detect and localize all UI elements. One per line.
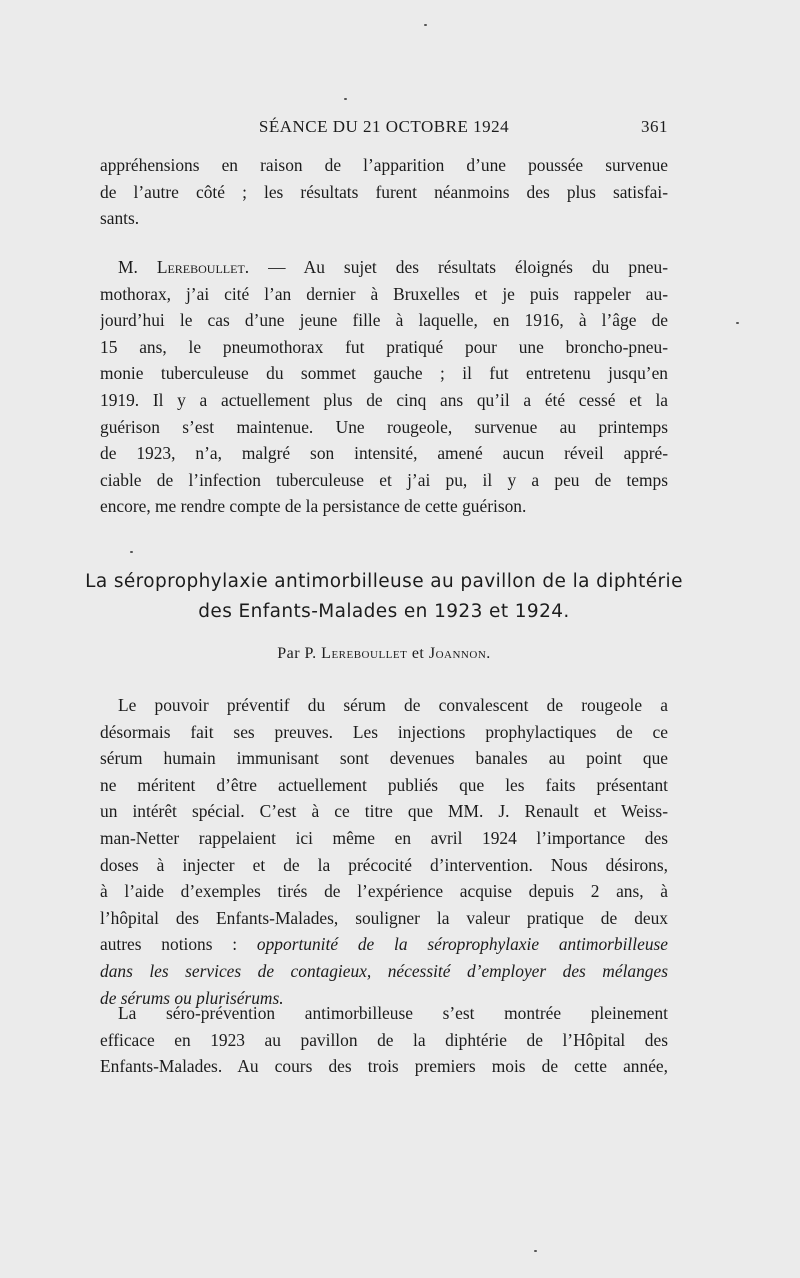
paper-speck	[130, 551, 133, 553]
text-line	[100, 958, 668, 985]
text-line: 15 ans, le pneumothorax fut pratiqué pour une broncho-pneu-	[100, 336, 668, 357]
paper-speck	[344, 98, 347, 100]
page-number: 361	[641, 117, 668, 136]
byline	[100, 645, 668, 663]
text-line: Le pouvoir préventif du sérum de convalescent de rougeole a	[118, 695, 668, 715]
article-title-line: La séroprophylaxie antimorbilleuse au pavillon de la diphtérie	[85, 571, 683, 592]
text-line: sants.	[100, 208, 140, 229]
text-line: de 1923, n’a, malgré son intensité, amené aucun réveil appré-	[100, 443, 668, 464]
text-line	[100, 254, 668, 281]
text-line: à l’aide d’exemples tirés de l’expérience acquise depuis 2 ans, à	[100, 881, 668, 902]
text-line: jourd’hui le cas d’une jeune fille à laquelle, en 1916, à l’âge de	[100, 310, 668, 331]
text-line: man-Netter rappelaient ici même en avril 1924 l’importance des	[100, 827, 668, 848]
text-line: mothorax, j’ai cité l’an dernier à Bruxelles et je puis rappeler au-	[100, 283, 668, 304]
text-line: monie tuberculeuse du sommet gauche ; il fut entretenu jusqu’en	[100, 363, 668, 384]
paper-speck	[736, 322, 739, 324]
speaker-name: M. Lereboullet.	[118, 257, 250, 277]
byline-prefix: Par P.	[277, 645, 317, 662]
text-span: — Au sujet des résultats éloignés du pneu-	[249, 257, 668, 277]
text-line: sérum humain immunisant sont devenues banales au point que	[100, 748, 668, 769]
paper-speck	[424, 24, 427, 26]
text-line: ne méritent d’être actuellement publiés que les faits présentant	[100, 774, 668, 795]
author-name: Lereboullet	[321, 645, 408, 662]
text-line: un intérêt spécial. C’est à ce titre que MM. J. Renault et Weiss-	[100, 801, 668, 822]
article-title	[80, 567, 688, 627]
continuation-paragraph	[100, 152, 668, 232]
text-line: ciable de l’infection tuberculeuse et j’ai pu, il y a peu de temps	[100, 469, 668, 490]
text-line: de sérums ou plurisérums.	[100, 987, 284, 1008]
text-line: 1919. Il y a actuellement plus de cinq ans qu’il a été cessé et la	[100, 389, 668, 410]
running-head	[100, 117, 668, 141]
text-line: efficace en 1923 au pavillon de la diphtérie de l’Hôpital des	[100, 1029, 668, 1050]
italic-span: nécessité d’employer des mélanges	[371, 960, 668, 981]
body-paragraph-1	[100, 692, 668, 1011]
text-line: de l’autre côté ; les résultats furent néanmoins des plus satisfai-	[100, 181, 668, 202]
byline-and: et	[411, 645, 425, 662]
paper-speck	[534, 1250, 537, 1252]
author-name: Joannon.	[428, 645, 491, 662]
italic-span: opportunité de la séroprophylaxie antimorbilleuse	[256, 934, 668, 955]
text-line: guérison s’est maintenue. Une rougeole, survenue au printemps	[100, 416, 668, 437]
text-line: doses à injecter et de la précocité d’intervention. Nous désirons,	[100, 854, 668, 875]
text-span: autres notions :	[100, 934, 257, 955]
running-head-title: SÉANCE DU 21 OCTOBRE 1924	[258, 117, 510, 136]
italic-span: dans les services de contagieux,	[100, 960, 372, 981]
text-line: désormais fait ses preuves. Les injections prophylactiques de ce	[100, 721, 668, 742]
text-line: l’hôpital des Enfants-Malades, souligner la valeur pratique de deux	[100, 907, 668, 928]
text-line	[100, 931, 668, 958]
text-line: Enfants-Malades. Au cours des trois premiers mois de cette année,	[100, 1056, 668, 1077]
discussion-paragraph	[100, 254, 668, 520]
body-paragraph-2	[100, 1000, 668, 1080]
text-line: encore, me rendre compte de la persistance de cette guérison.	[100, 496, 527, 517]
text-line: La séro-prévention antimorbilleuse s’est montrée pleinement	[118, 1003, 668, 1023]
text-line: appréhensions en raison de l’apparition d’une poussée survenue	[100, 155, 668, 175]
article-title-line: des Enfants-Malades en 1923 et 1924.	[198, 601, 570, 622]
